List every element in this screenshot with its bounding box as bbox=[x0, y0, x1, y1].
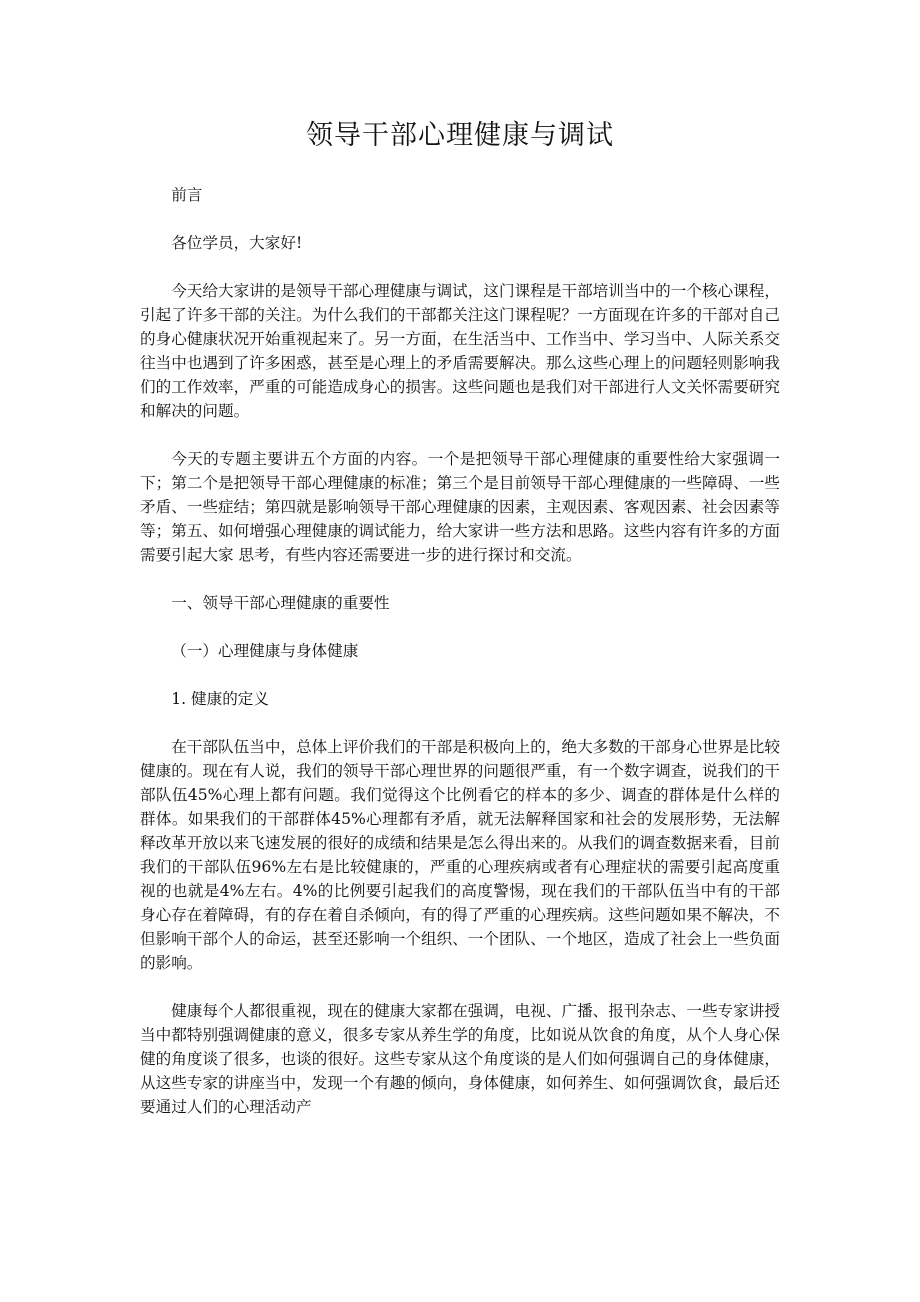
greeting-line: 各位学员，大家好! bbox=[171, 234, 303, 252]
outline-paragraph: 今天的专题主要讲五个方面的内容。一个是把领导干部心理健康的重要性给大家强调一下；第二个是把领导干部心理健康的标准；第三个是目前领导干部心理健康的一些障碍、一些矛盾、一些症结；第四就是影响领导干部心理健康的因素，主观因素、客观因素、社会因素等等；第五、如何增强心理健康的调试能力，给大家讲一些方法和思路。这些内容有许多的方面需要引起大家 思考，有些内容还需要进一步的进行探讨和交流。 bbox=[140, 450, 780, 564]
body-paragraph: 健康每个人都很重视，现在的健康大家都在强调，电视、广播、报刊杂志、一些专家讲授当中都特别强调健康的意义，很多专家从养生学的角度，比如说从饮食的角度，从个人身心保健的角度谈了很多，也谈的很好。这些专家从这个角度谈的是人们如何强调自己的身体健康，从这些专家的讲座当中，发现一个有趣的倾向，身体健康，如何养生、如何强调饮食，最后还要通过人们的心理活动产 bbox=[140, 1002, 780, 1116]
preface-label: 前言 bbox=[171, 186, 203, 204]
document-title: 领导干部心理健康与调试 bbox=[306, 120, 614, 151]
document-body bbox=[140, 183, 780, 1143]
sub-subsection-heading: 1. 健康的定义 bbox=[171, 690, 269, 708]
subsection-heading: （一）心理健康与身体健康 bbox=[171, 642, 359, 660]
intro-paragraph: 今天给大家讲的是领导干部心理健康与调试，这门课程是干部培训当中的一个核心课程，引起了许多干部的关注。为什么我们的干部都关注这门课程呢？一方面现在许多的干部对自己的身心健康状况开始重视起来了。另一方面，在生活当中、工作当中、学习当中、人际关系交往当中也遇到了许多困惑，甚至是心理上的矛盾需要解决。那么这些心理上的问题轻则影响我们的工作效率，严重的可能造成身心的损害。这些问题也是我们对干部进行人文关怀需要研究和解决的问题。 bbox=[140, 282, 780, 420]
section-heading: 一、领导干部心理健康的重要性 bbox=[171, 594, 390, 612]
body-paragraph: 在干部队伍当中，总体上评价我们的干部是积极向上的，绝大多数的干部身心世界是比较健康的。现在有人说，我们的领导干部心理世界的问题很严重，有一个数字调查，说我们的干部队伍45%心理上都有问题。我们觉得这个比例看它的样本的多少、调查的群体是什么样的群体。如果我们的干部群体45%心理都有矛盾，就无法解释国家和社会的发展形势，无法解释改革开放以来飞速发展的很好的成绩和结果是怎么得出来的。从我们的调查数据来看，目前我们的干部队伍96%左右是比较健康的，严重的心理疾病或者有心理症状的需要引起高度重视的也就是4%左右。4%的比例要引起我们的高度警惕，现在我们的干部队伍当中有的干部身心存在着障碍，有的存在着自杀倾向，有的得了严重的心理疾病。这些问题如果不解决，不但影响干部个人的命运，甚至还影响一个组织、一个团队、一个地区，造成了社会上一些负面的影响。 bbox=[140, 738, 780, 972]
